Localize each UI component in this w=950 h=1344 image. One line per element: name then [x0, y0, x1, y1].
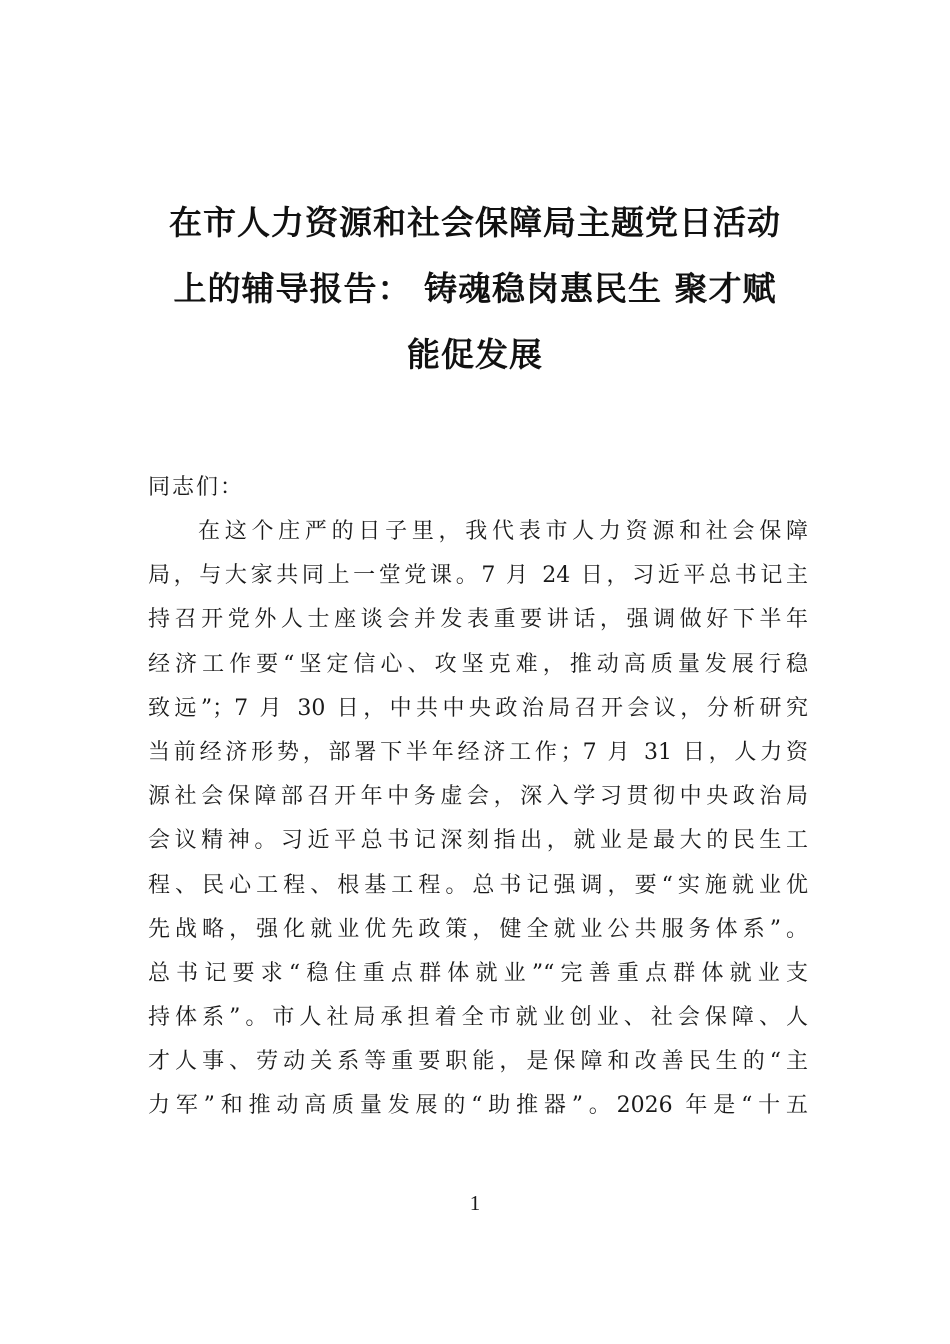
paragraph-line: 力军”和推动高质量发展的“助推器”。2026 年是“十五 — [148, 1093, 808, 1119]
paragraph-line: 才人事、劳动关系等重要职能，是保障和改善民生的“主 — [148, 1049, 808, 1075]
paragraph-line: 会议精神。习近平总书记深刻指出，就业是最大的民生工 — [148, 828, 808, 854]
title-line-3: 能促发展 — [407, 335, 543, 374]
paragraph-line: 程、民心工程、根基工程。总书记强调，要“实施就业优 — [148, 872, 808, 898]
paragraph-line: 局，与大家共同上一堂党课。7 月 24 日，习近平总书记主 — [148, 563, 808, 589]
document-body — [148, 466, 808, 1129]
paragraph-line: 先战略，强化就业优先政策，健全就业公共服务体系”。 — [148, 916, 808, 942]
salutation: 同志们： — [148, 475, 245, 500]
paragraph-line: 持召开党外人士座谈会并发表重要讲话，强调做好下半年 — [148, 607, 808, 633]
title-line-2: 上的辅导报告： 铸魂稳岗惠民生 聚才赋 — [173, 269, 777, 308]
paragraph-line: 持体系”。市人社局承担着全市就业创业、社会保障、人 — [148, 1005, 808, 1031]
page-number: 1 — [469, 1191, 481, 1215]
paragraph-line: 源社会保障部召开年中务虚会，深入学习贯彻中央政治局 — [148, 784, 808, 810]
paragraph-line: 在这个庄严的日子里，我代表市人力资源和社会保障 — [198, 519, 808, 544]
paragraph — [148, 510, 808, 1129]
paragraph-line: 总书记要求“稳住重点群体就业”“完善重点群体就业支 — [148, 960, 808, 986]
paragraph-line: 经济工作要“坚定信心、攻坚克难，推动高质量发展行稳 — [148, 651, 808, 677]
document-title — [150, 190, 800, 388]
title-line-1: 在市人力资源和社会保障局主题党日活动 — [169, 203, 781, 242]
paragraph-line: 当前经济形势，部署下半年经济工作；7 月 31 日，人力资 — [148, 739, 808, 765]
paragraph-line: 致远”；7 月 30 日，中共中央政治局召开会议，分析研究 — [148, 695, 808, 721]
